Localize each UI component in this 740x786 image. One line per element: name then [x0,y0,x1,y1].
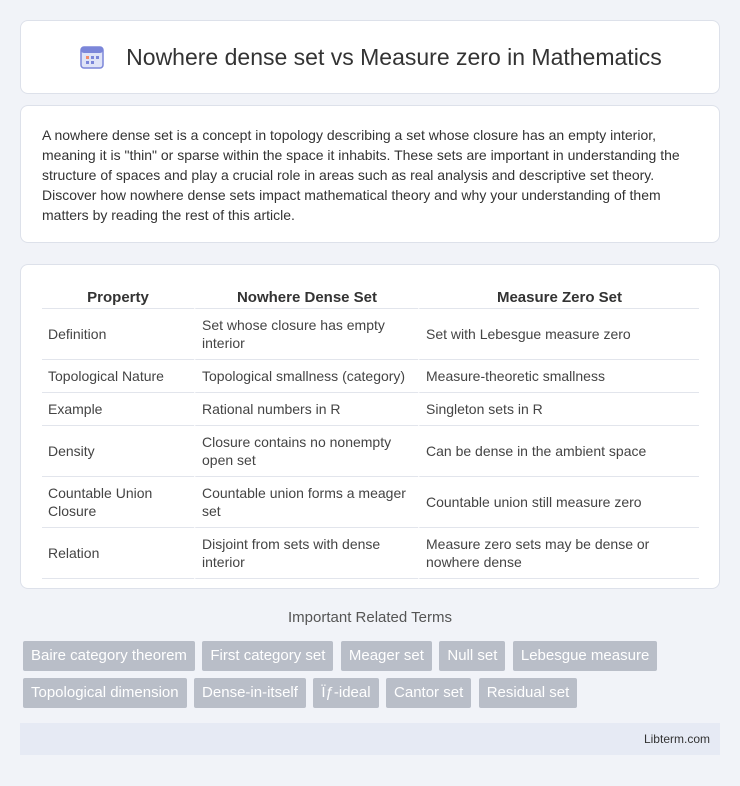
related-term-chip[interactable]: Dense-in-itself [194,678,306,708]
table-cell: Singleton sets in R [418,393,699,426]
related-term-chip[interactable]: Residual set [479,678,578,708]
table-cell: Topological Nature [42,360,194,393]
table-row [42,309,699,360]
footer [20,723,720,755]
related-term-chip[interactable]: Ïƒ-ideal [313,678,378,708]
table-header-row [42,287,699,309]
related-terms-title: Important Related Terms [288,609,452,626]
table-cell: Closure contains no nonempty open set [194,426,418,477]
column-header: Property [42,287,194,309]
table-cell: Set with Lebesgue measure zero [418,309,699,360]
table-cell: Countable union still measure zero [418,477,699,528]
related-term-chip[interactable]: Null set [439,641,505,671]
table-cell: Density [42,426,194,477]
related-term-chip[interactable]: Meager set [341,641,432,671]
comparison-table [42,287,699,579]
table-cell: Can be dense in the ambient space [418,426,699,477]
table-cell: Countable Union Closure [42,477,194,528]
table-row [42,477,699,528]
intro-text: A nowhere dense set is a concept in topology describing a set whose closure has an empty interior, meaning it is "thin" or sparse within the space it inhabits. These sets are important in understanding the structure of spaces and play a crucial role in areas such as real analysis and descriptive set theory. Discover how nowhere dense sets impact mathematical theory and why your understanding of them matters by reading the rest of this article. [42,127,680,223]
column-header: Measure Zero Set [418,287,699,309]
table-cell: Rational numbers in R [194,393,418,426]
table-cell: Countable union forms a meager set [194,477,418,528]
footer-site-link[interactable]: Libterm.com [643,732,710,746]
related-term-chip[interactable]: Baire category theorem [23,641,195,671]
related-term-chip[interactable]: Cantor set [386,678,471,708]
calendar-icon [78,43,106,71]
table-cell: Definition [42,309,194,360]
column-header: Nowhere Dense Set [194,287,418,309]
table-cell: Example [42,393,194,426]
related-term-chip[interactable]: Lebesgue measure [513,641,657,671]
table-row [42,393,699,426]
table-cell: Set whose closure has empty interior [194,309,418,360]
related-term-chip[interactable]: First category set [202,641,333,671]
page-title: Nowhere dense set vs Measure zero in Mathematics [126,43,662,70]
table-row [42,426,699,477]
table-cell: Measure-theoretic smallness [418,360,699,393]
table-cell: Topological smallness (category) [194,360,418,393]
table-cell: Disjoint from sets with dense interior [194,528,418,579]
related-terms-list [23,641,723,715]
table-cell: Measure zero sets may be dense or nowhere dense [418,528,699,579]
table-cell: Relation [42,528,194,579]
header-card [20,20,720,94]
related-term-chip[interactable]: Topological dimension [23,678,187,708]
table-row [42,360,699,393]
comparison-table-card [20,264,720,589]
intro-card [20,105,720,243]
table-row [42,528,699,579]
